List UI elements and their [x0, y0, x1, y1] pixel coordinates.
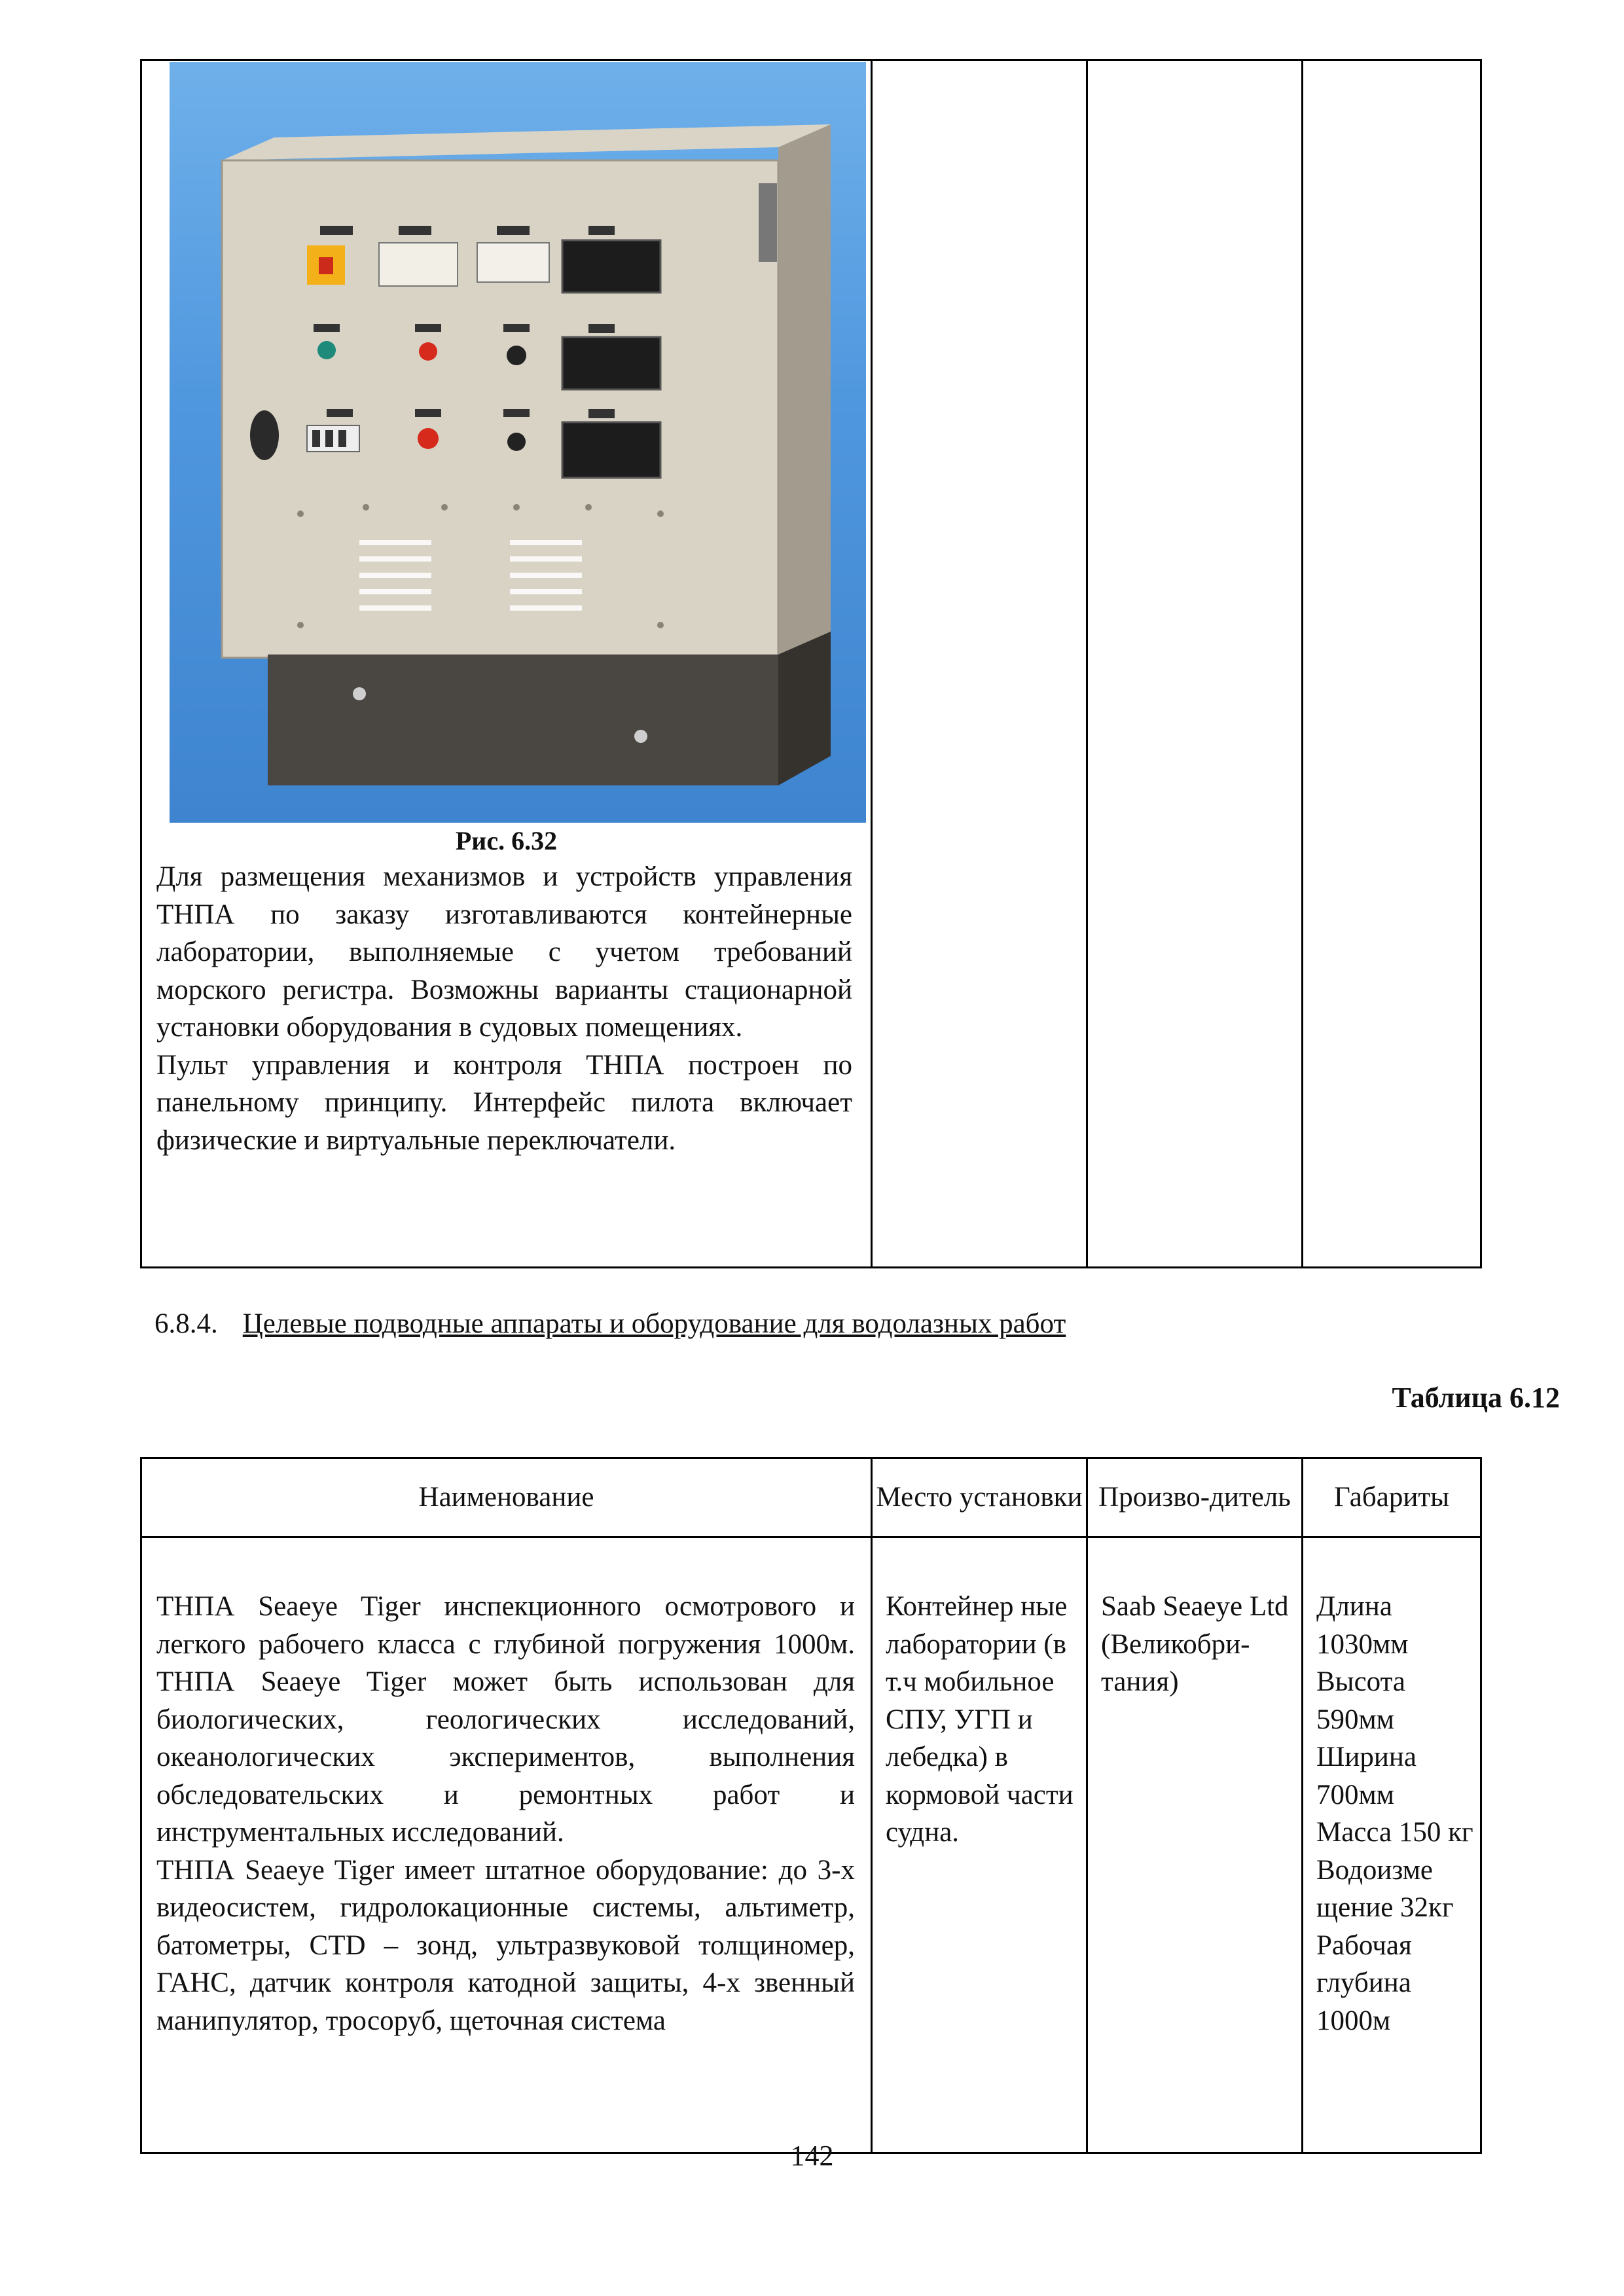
empty-cell [1303, 60, 1481, 1268]
section-number: 6.8.4. [154, 1308, 218, 1339]
section-title: Целевые подводные аппараты и оборудование для водолазных работ [242, 1308, 1066, 1339]
manufacturer-cell [1087, 1537, 1303, 2153]
figure-caption: Рис. 6.32 [455, 826, 558, 855]
header-name: Наименование [141, 1458, 872, 1537]
table-header-row [141, 1458, 1481, 1537]
description-text-1: ТНПА Seaeye Tiger инспекционного осмотрового и легкого рабочего класса с глубиной погружения 1000м. ТНПА Seaeye Tiger может быть использован для биологических, геологических исследований, океанологических экспериментов, выполнения обследовательских и ремонтных работ и инструментальных исследований. [156, 1591, 855, 1848]
description-paragraph-2: Пульт управления и контроля ТНПА построен по панельному принципу. Интерфейс пилота включает физические и виртуальные переключатели. [156, 1049, 852, 1156]
description-cell [141, 1537, 872, 2153]
header-dimensions: Габариты [1303, 1458, 1481, 1537]
control-cabinet-photo [170, 62, 866, 823]
table-row [141, 1537, 1481, 2153]
table-label: Таблица 6.12 [1392, 1382, 1560, 1414]
header-manufacturer: Произво-дитель [1087, 1458, 1303, 1537]
empty-cell [872, 60, 1087, 1268]
page-number: 142 [790, 2140, 834, 2172]
figure-cell [141, 60, 872, 1268]
dimensions-cell [1303, 1537, 1481, 2153]
dimensions-text: Длина 1030мм Высота 590мм Ширина 700мм Масса 150 кг Водоизме щение 32кг Рабочая глубина 1000м [1316, 1591, 1473, 2036]
description-text-2: ТНПА Seaeye Tiger имеет штатное оборудование: до 3-х видеосистем, гидролокационные системы, альтиметр, батометры, CTD – зонд, ультразвуковой толщиномер, ГАНС, датчик контроля катодной защиты, 4-х звенный манипулятор, тросоруб, щеточная система [156, 1854, 855, 2036]
section-heading [154, 1306, 1066, 1342]
location-text: Контейнер ные лаборатории (в т.ч мобильное СПУ, УГП и лебедка) в кормовой части судна. [886, 1591, 1074, 1848]
description-paragraph-1: Для размещения механизмов и устройств управления ТНПА по заказу изготавливаются контейнерные лаборатории, выполняемые с учетом требований морского регистра. Возможны варианты стационарной установки оборудования в судовых помещениях. [156, 861, 852, 1043]
empty-cell [1087, 60, 1303, 1268]
location-cell [872, 1537, 1087, 2153]
manufacturer-text: Saab Seaeye Ltd (Великобри-тания) [1101, 1591, 1289, 1697]
equipment-table [140, 1457, 1482, 2154]
header-location: Место установки [872, 1458, 1087, 1537]
figure-table [140, 59, 1482, 1268]
